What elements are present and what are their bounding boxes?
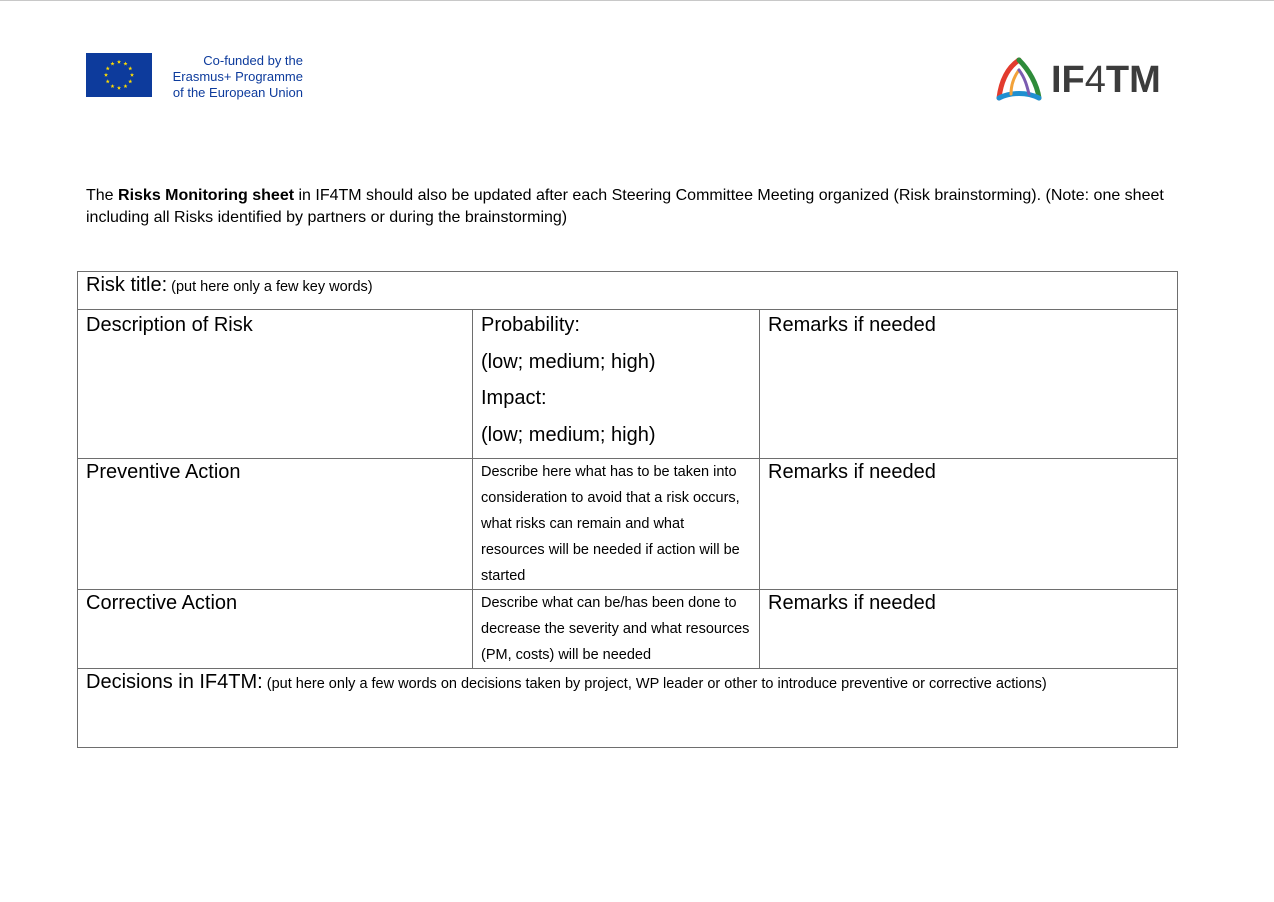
risk-title-label: Risk title: bbox=[86, 274, 168, 296]
decisions-hint: (put here only a few words on decisions taken by project, WP leader or other to introduce preventive or corrective actions) bbox=[262, 676, 1047, 692]
corrective-desc-cell[interactable] bbox=[473, 590, 760, 669]
corrective-action-row bbox=[78, 590, 1178, 669]
preventive-label-cell[interactable] bbox=[78, 459, 473, 590]
if4tm-logo bbox=[993, 56, 1173, 104]
description-label: Description of Risk bbox=[86, 314, 253, 336]
if4tm-word-end: TM bbox=[1105, 59, 1161, 101]
remarks-label: Remarks if needed bbox=[768, 461, 936, 483]
eu-logo-line: of the European Union bbox=[172, 85, 303, 100]
decisions-cell[interactable] bbox=[78, 669, 1178, 748]
corrective-description: Describe what can be/has been done to decrease the severity and what resources (PM, costs) will be needed bbox=[481, 595, 750, 663]
preventive-desc-cell[interactable] bbox=[473, 459, 760, 590]
eu-cofunding-logo bbox=[86, 53, 306, 101]
preventive-description: Describe here what has to be taken into consideration to avoid that a risk occurs, what risks can remain and what resources will be needed if action will be started bbox=[481, 464, 740, 584]
eu-flag-icon bbox=[86, 53, 152, 97]
eu-logo-text bbox=[163, 53, 303, 101]
preventive-label: Preventive Action bbox=[86, 461, 241, 483]
risk-title-row bbox=[78, 272, 1178, 310]
corrective-label: Corrective Action bbox=[86, 592, 238, 614]
if4tm-triangle-icon bbox=[993, 56, 1045, 104]
corrective-remarks-cell[interactable] bbox=[760, 590, 1178, 669]
page-top-border bbox=[0, 0, 1274, 1]
impact-label: Impact: bbox=[481, 387, 547, 409]
intro-text-after: in IF4TM should also be updated after each Steering Committee Meeting organized (Risk brainstorming). (Note: one sheet including all Risks identified by partners or during the brainstorming) bbox=[86, 187, 1164, 226]
remarks-cell[interactable] bbox=[760, 310, 1178, 459]
risk-title-hint: (put here only a few key words) bbox=[167, 279, 373, 295]
corrective-label-cell[interactable] bbox=[78, 590, 473, 669]
probability-impact-cell[interactable] bbox=[473, 310, 760, 459]
eu-logo-line: Co-funded by the bbox=[203, 53, 303, 68]
decisions-label: Decisions in IF4TM: bbox=[86, 671, 263, 693]
preventive-remarks-cell[interactable] bbox=[760, 459, 1178, 590]
eu-logo-line: Erasmus+ Programme bbox=[172, 69, 303, 84]
remarks-label: Remarks if needed bbox=[768, 314, 936, 336]
impact-options: (low; medium; high) bbox=[481, 423, 656, 446]
risk-description-row bbox=[78, 310, 1178, 459]
decisions-row bbox=[78, 669, 1178, 748]
if4tm-word-mid: 4 bbox=[1084, 59, 1106, 101]
description-cell[interactable] bbox=[78, 310, 473, 459]
probability-options: (low; medium; high) bbox=[481, 350, 656, 373]
preventive-action-row bbox=[78, 459, 1178, 590]
probability-label: Probability: bbox=[481, 314, 580, 336]
intro-paragraph bbox=[86, 185, 1176, 229]
intro-bold-term: Risks Monitoring sheet bbox=[118, 187, 295, 204]
if4tm-wordmark bbox=[1051, 58, 1161, 102]
remarks-label: Remarks if needed bbox=[768, 592, 936, 614]
risk-monitoring-table bbox=[77, 271, 1178, 748]
intro-text-before: The bbox=[86, 187, 119, 204]
if4tm-word-start: IF bbox=[1051, 59, 1085, 101]
risk-title-cell[interactable] bbox=[78, 272, 1178, 310]
